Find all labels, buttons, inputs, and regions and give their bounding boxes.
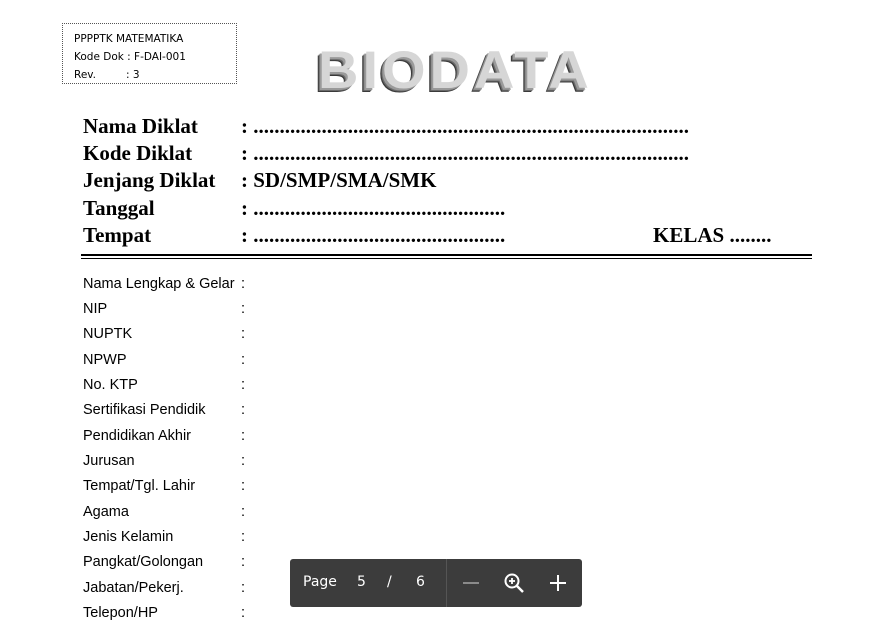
field-colon: : [241,554,246,570]
header-field-value: : ................................................................................... [241,114,689,138]
field-label: Sertifikasi Pendidik [83,402,206,418]
field-colon: : [241,504,246,520]
field-label: Pangkat/Golongan [83,554,204,570]
divider-thin [81,258,812,259]
doc-institution: PPPPTK MATEMATIKA [74,33,184,45]
field-colon: : [241,377,246,393]
pdf-viewer-toolbar [290,559,582,607]
field-label: Jabatan/Pekerj. [83,580,184,596]
field-label: Jenis Kelamin [83,529,174,545]
field-label: Telepon/HP [83,605,158,621]
header-field-value: : ................................................ [241,196,506,220]
field-label: NPWP [83,352,127,368]
header-field-label: Kode Diklat [83,141,193,165]
magnifier-plus-icon [502,571,526,595]
page-separator: / [387,574,392,590]
field-colon: : [241,605,246,621]
page-label: Page [303,574,337,590]
header-field-value: : ................................................ [241,223,506,247]
header-field-label: Nama Diklat [83,114,198,138]
field-label: Nama Lengkap & Gelar [83,276,235,292]
field-colon: : [241,478,246,494]
minus-icon [459,571,483,595]
field-colon: : [241,529,246,545]
header-field-label: Tempat [83,223,152,247]
header-field-label: Jenjang Diklat [83,168,216,192]
field-label: Agama [83,504,129,520]
zoom-in-button[interactable] [546,571,570,595]
total-pages: 6 [416,574,425,590]
header-field-value: : ................................................................................... [241,141,689,165]
field-label: Tempat/Tgl. Lahir [83,478,196,494]
zoom-magnifier-button[interactable] [502,571,526,595]
header-field-label: Tanggal [83,196,155,220]
field-colon: : [241,580,246,596]
page-title: BIODATA [318,39,593,100]
field-label: NUPTK [83,326,133,342]
field-colon: : [241,428,246,444]
field-colon: : [241,301,246,317]
field-colon: : [241,453,246,469]
plus-icon [546,571,570,595]
field-label: Pendidikan Akhir [83,428,192,444]
toolbar-divider [446,559,447,607]
header-field-value: : SD/SMP/SMA/SMK [241,168,437,192]
field-label: Jurusan [83,453,135,469]
field-colon: : [241,276,246,292]
field-colon: : [241,326,246,342]
field-label: NIP [83,301,108,317]
field-colon: : [241,352,246,368]
field-colon: : [241,402,246,418]
doc-code: Kode Dok : F-DAI-001 [74,51,186,63]
field-label: No. KTP [83,377,138,393]
kelas-field: KELAS ........ [653,223,772,247]
current-page-number[interactable]: 5 [357,574,366,590]
zoom-out-button[interactable] [459,571,483,595]
document-info-box [62,23,237,84]
divider-thick [81,254,812,256]
doc-revision: Rev. : 3 [74,69,140,81]
